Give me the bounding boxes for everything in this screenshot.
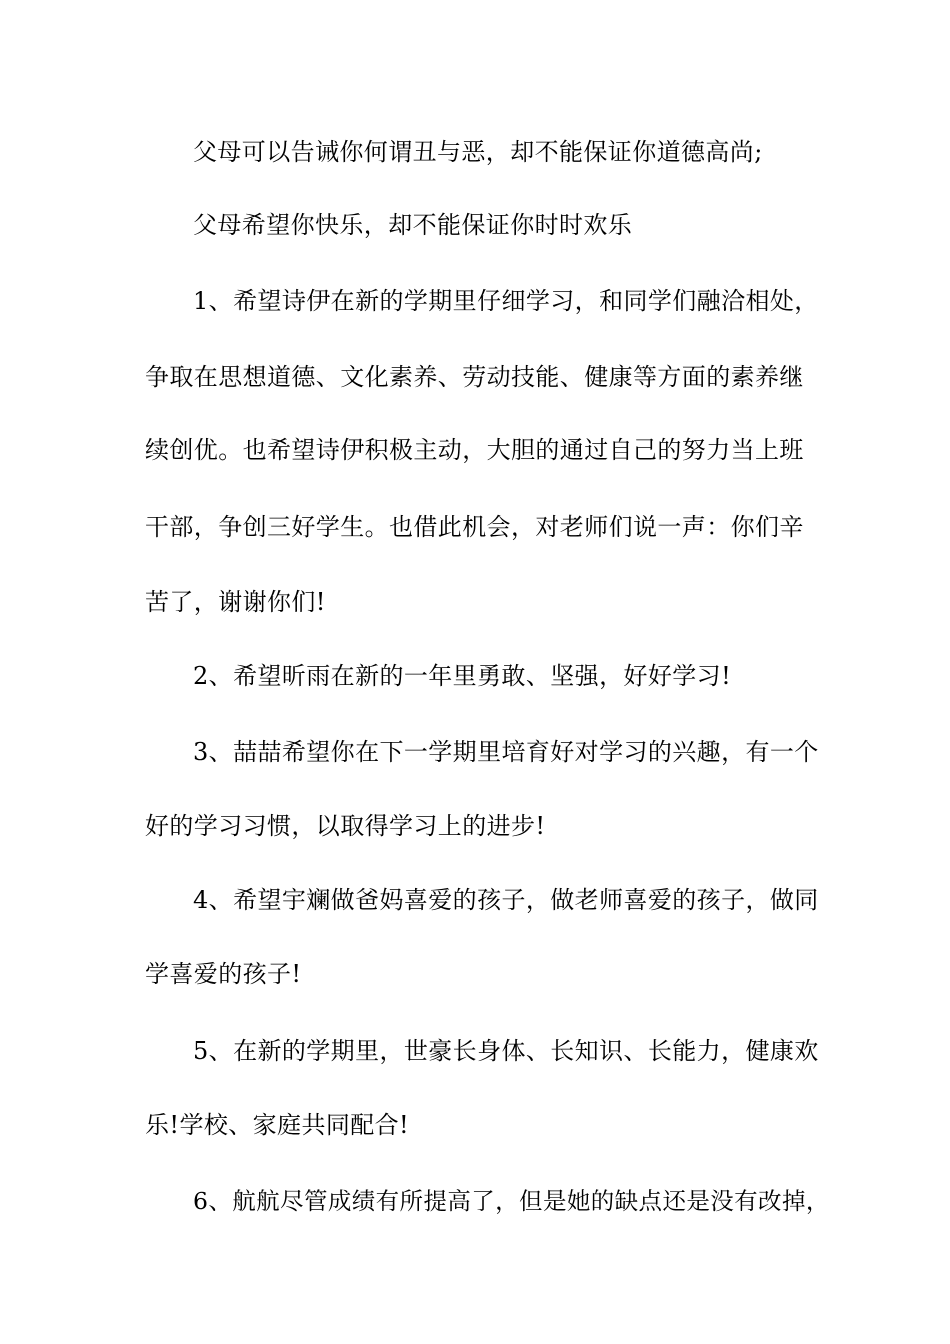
paragraph-line-8: 2、希望昕雨在新的一年里勇敢、坚强，好好学习! — [193, 662, 732, 690]
paragraph-line-10: 好的学习习惯，以取得学习上的进步! — [145, 812, 546, 840]
paragraph-line-6: 干部，争创三好学生。也借此机会，对老师们说一声：你们辛 — [145, 513, 804, 541]
paragraph-line-3: 1、希望诗伊在新的学期里仔细学习，和同学们融洽相处， — [193, 287, 819, 315]
paragraph-line-5: 续创优。也希望诗伊积极主动，大胆的通过自己的努力当上班 — [145, 436, 804, 464]
paragraph-line-9: 3、喆喆希望你在下一学期里培育好对学习的兴趣，有一个 — [193, 738, 819, 766]
paragraph-line-1: 父母可以告诫你何谓丑与恶，却不能保证你道德高尚; — [193, 138, 763, 166]
paragraph-line-14: 乐!学校、家庭共同配合! — [145, 1111, 410, 1139]
paragraph-line-13: 5、在新的学期里，世豪长身体、长知识、长能力，健康欢 — [193, 1037, 819, 1065]
paragraph-line-2: 父母希望你快乐，却不能保证你时时欢乐 — [193, 211, 633, 239]
paragraph-line-12: 学喜爱的孩子! — [145, 960, 302, 988]
paragraph-line-11: 4、希望宇斓做爸妈喜爱的孩子，做老师喜爱的孩子，做同 — [193, 886, 819, 914]
paragraph-line-15: 6、航航尽管成绩有所提高了，但是她的缺点还是没有改掉， — [193, 1187, 830, 1215]
paragraph-line-7: 苦了，谢谢你们! — [145, 588, 326, 616]
paragraph-line-4: 争取在思想道德、文化素养、劳动技能、健康等方面的素养继 — [145, 363, 804, 391]
